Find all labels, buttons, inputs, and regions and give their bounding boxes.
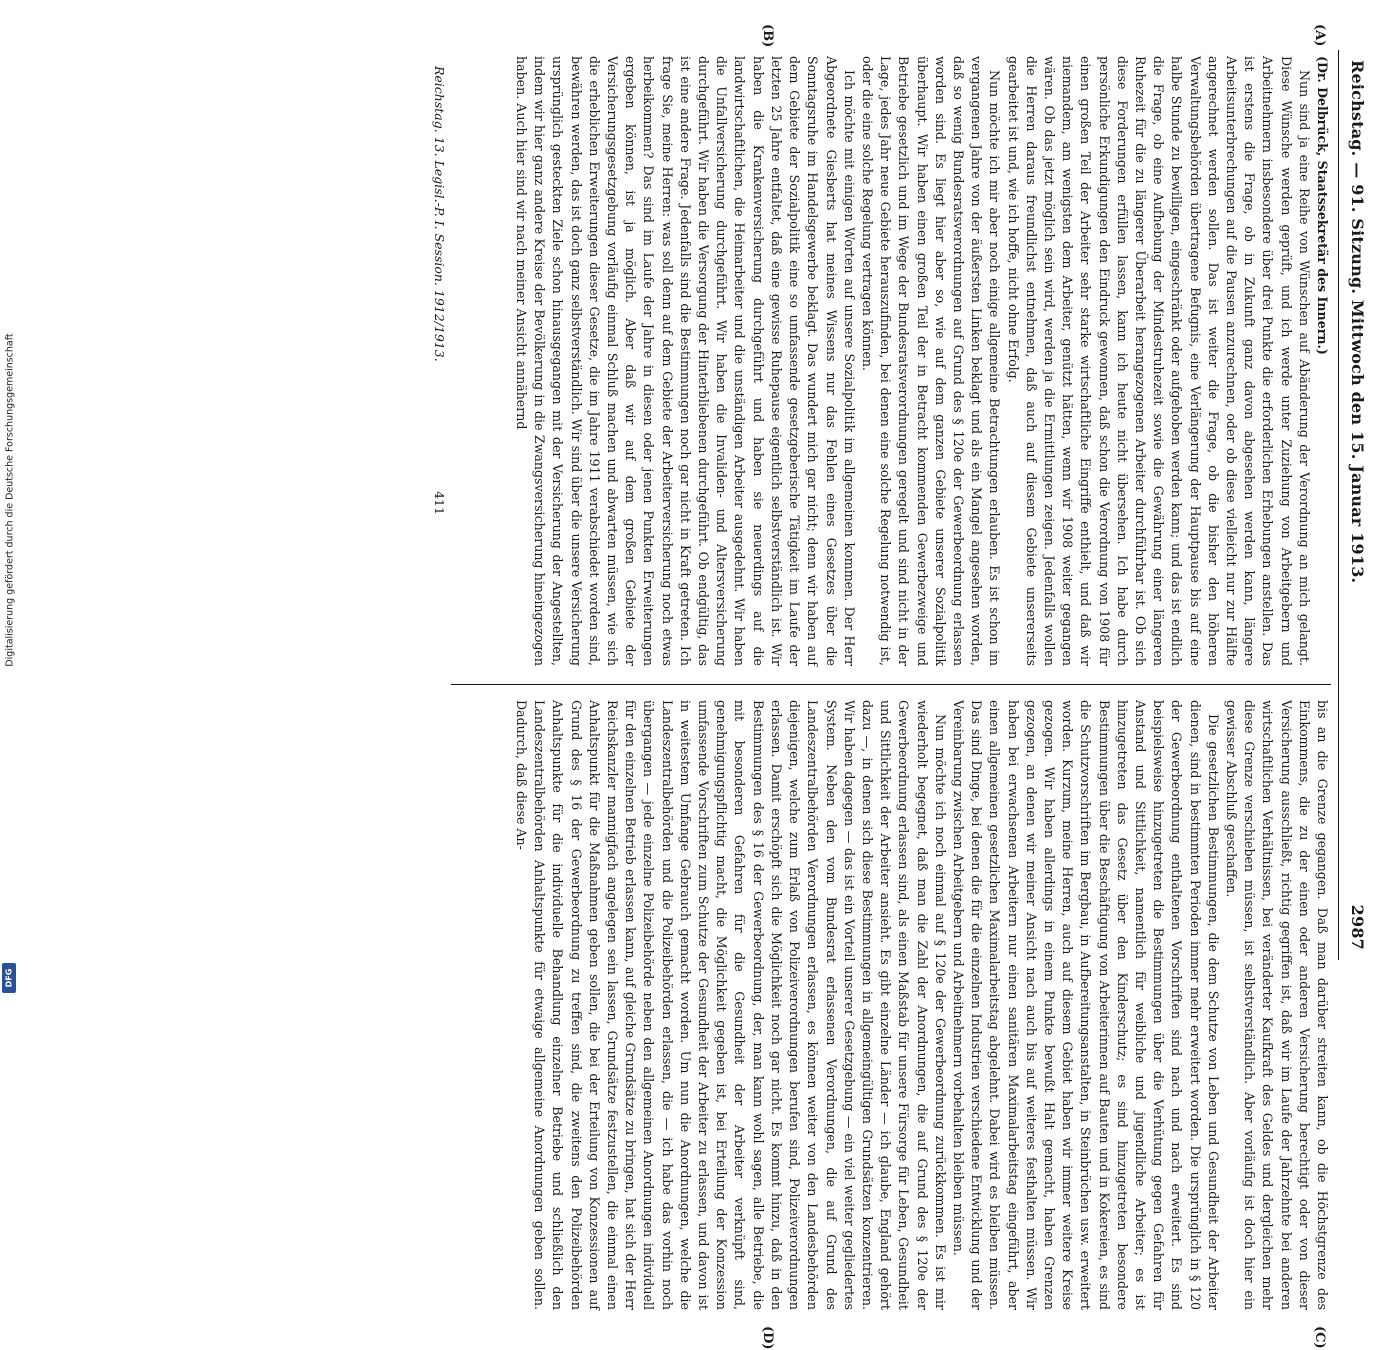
paragraph: Nun möchte ich mir aber noch einige allgemeine Betrachtungen erlauben. Es ist schon im vergangenen Jahre von der äußersten Linken beklagt und als ein Mangel angesehen worden, daß so wenig Bundesratsverordnungen auf Grund des § 120e der Gewerbeordnung erlassen worden sind. Es liegt hier aber so, wie auf dem ganzen Gebiete unserer Sozialpolitik überhaupt. Wir haben einen großen Teil der in Betracht kommenden Gewerbezweige und Betriebe gesetzlich und im Wege der Bundesratsverordnungen geregelt und sind nicht in der Lage, jedes Jahr neue Gebiete herauszufinden, bei denen eine solche Regelung notwendig ist, oder die eine solche Regelung vertragen können. <box>859 56 1003 666</box>
left-column <box>453 56 1331 666</box>
paragraph: Nun möchte ich noch einmal auf § 120e der Gewerbeordnung zurückkommen. Es ist mir wiederholt begegnet, daß man die Zahl der Anordnungen, die auf Grund des § 120e der Gewerbeordnung erlassen sind, als einen Maßstab für unsere Fürsorge für Leben, Gesundheit und Sittlichkeit der Arbeiter ansieht. Es gibt einzelne Länder — ich glaube, England gehört dazu —, in denen sich diese Bestimmungen in allgemeingültigen Grundsätzen konzentrieren. Wir haben dagegen — das ist ein Vorteil unserer Gesetzgebung — ein viel weiter gegliedertes System. Neben den vom Bundesrat erlassenen Verordnungen, die auf Grund des Landeszentralbehörden Verordnungen erlassen, es können weiter von den Landesbehörden diejenigen, welche zum Erlaß von Polizeiverordnungen berufen sind, Polizeiverordnungen erlassen. Damit erschöpft sich die Möglichkeit noch gar nicht. Es kommt hinzu, daß in den Bestimmungen des § 16 der Gewerbeordnung, der, man kann wohl sagen, alle Betriebe, die mit besonderen Gefahren für die Gesundheit der Arbeiter verknüpft sind, genehmigungspflichtig macht, die Möglichkeit gegeben ist, bei Erteilung der Konzession umfassende Vorschriften zum Schutze der Gesundheit der Arbeiter zu erlassen, und davon ist in weitestem Umfange Gebrauch gemacht worden. Um nun die Anordnungen, welche die Landeszentralbehörden und die Polizeibehörden erlassen, die — ich habe das vorhin noch übergangen — jede einzelne Polizeibehörde neben den allgemeinen Anordnungen individuell für den einzelnen Betrieb erlassen kann, auf gleiche Grundsätze zu bringen, hat sich der Herr Reichskanzler mannigfach angelegen sein lassen, Grundsätze festzustellen, die einmal einen Anhaltspunkt für die Maßnahmen geben sollen, die bei der Erteilung von Konzessionen auf Grund des § 16 der Gewerbeordnung zu treffen sind, die zweitens den Polizeibehörden Anhaltspunkte für die individuelle Behandlung einzelner Betriebe und schließlich den Landeszentralbehörden Anhaltspunkte für etwaige allgemeine Anordnungen geben sollen. Dadurch, daß diese An- <box>514 700 948 1310</box>
margin-strip <box>0 0 20 1000</box>
dfg-logo <box>2 963 16 993</box>
page-number: 2987 <box>1348 904 1367 950</box>
paragraph: Ich möchte mit einigen Worten auf unsere Sozialpolitik im allgemeinen kommen. Der Herr Abgeordnete Giesberts hat meines Wissens nur das Fehlen eines Gesetzes über die Sonntagsruhe im Handelsgewerbe beklagt. Das wundert mich gar nicht; denn wir haben auf dem Gebiete der Sozialpolitik eine so umfassende gesetzgeberische Tätigkeit im Laufe der letzten 25 Jahre entfaltet, daß eine gewisse Ruhepause eigentlich selbstverständlich ist. Wir haben die Krankenversicherung durchgeführt und haben sie neuerdings auf die landwirtschaftlichen, die Heimarbeiter und die unständigen Arbeiter ausgedehnt. Wir haben die Unfallversicherung durchgeführt. Wir haben die Invaliden- und Altersversicherung durchgeführt. Wir haben die Versorgung der Hinterbliebenen durchgeführt. Ob endgültig, das ist eine andere Frage. Jedenfalls sind die Bestimmungen noch gar nicht in Kraft getreten. Ich frage Sie, meine Herren: was soll denn auf dem Gebiete der Arbeiterversicherung noch etwas herbeikommen? Das sind im Laufe der Jahre in diesen oder jenen Punkten Erweiterungen ergeben können, ist ja möglich. Aber daß wir auf dem großen Gebiete der Versicherungsgesetzgebung vorläufig einmal Schluß machen und abwarten müssen, wie sich die erheblichen Erweiterungen dieser Gesetze, die im Jahre 1911 verabschiedet worden sind, bewähren werden, das ist doch ganz selbstverständlich. Wir sind über die unsere Versicherung ursprünglich gesteckten Ziele schon hinausgegangen mit der Versicherung der Angestellten, indem wir hier ganz andere Kreise der Bevölkerung in die Zwangsversicherung hineingezogen haben. Auch hier sind wir nach meiner Ansicht annähernd <box>514 56 857 666</box>
running-head <box>1343 60 1367 950</box>
footer-citation: Reichstag. 13. Legisl.-P. I. Session. 1912/1913. <box>432 66 447 362</box>
paragraph: bis an die Grenze gegangen. Daß man darüber streiten kann, ob die Höchstgrenze des Einkommens, die zu der einen oder anderen Versicherung berechtigt oder von dieser Versicherung ausschließt, richtig gegriffen ist, daß wir im Laufe der Jahrzehnte bei anderen wirtschaftlichen Verhältnissen, bei veränderter Kaufkraft des Geldes und dergleichen mehr diese Grenze verschieben müssen, ist selbstverständlich. Aber vorläufig ist doch hier ein gewisser Abschluß geschaffen. <box>1223 700 1330 1310</box>
margin-letter-d: (D) <box>760 1326 775 1350</box>
margin-letter-a: (A) <box>1312 24 1327 47</box>
right-column <box>453 700 1331 1310</box>
column-divider <box>451 684 1331 685</box>
paragraph: Die gesetzlichen Bestimmungen, die dem Schutze von Leben und Gesundheit der Arbeiter dienen, sind in bestimmten Perioden immer mehr erweitert worden. Die ursprünglich in § 120 der Gewerbeordnung enthaltenen Vorschriften sind nach und nach erweitert. Es sind beispielsweise hinzugetreten die Bestimmungen über die Verhütung gegen Gefahren für Anstand und Sittlichkeit, namentlich für weibliche und jugendliche Arbeiter; es ist hinzugetreten das Gesetz über den Kinderschutz; es sind hinzugetreten besondere Bestimmungen über die Beschäftigung von Arbeiterinnen auf Bauten und in Kokereien, es sind die Schutzvorschriften im Bergbau, in Aufbereitungsanstalten, in Steinbrüchen usw. erweitert worden. Kurzum, meine Herren, auch auf diesem Gebiet haben wir immer weitere Kreise gezogen. Wir haben allerdings in einem Punkte bewußt Halt gemacht, haben Grenzen gezogen, an denen wir meiner Ansicht nach auch bis auf weiteres festhalten müssen. Wir haben bei erwachsenen Arbeitern nur einen sanitären Maximalarbeitstag eingeführt, aber einen allgemeinen gesetzlichen Maximalarbeitstag abgelehnt. Dabei wird es bleiben müssen. Das sind Dinge, bei denen die für die einzelnen Industrien verschiedene Entwicklung und der Vereinbarung zwischen Arbeitgebern und Arbeitnehmern vorbehalten bleiben müssen. <box>950 700 1221 1310</box>
scanned-page <box>35 20 1375 1350</box>
sheet-number: 411 <box>432 491 447 515</box>
header-rule <box>1338 50 1339 960</box>
margin-letter-b: (B) <box>760 24 775 48</box>
digitization-note: Digitalisierung gefördert durch die Deutsche Forschungsgemeinschaft <box>4 333 16 667</box>
paragraph: Nun sind ja eine Reihe von Wünschen auf Abänderung der Verordnung an mich gelangt. Diese Wünsche werden geprüft, und ich werde unter Zuziehung von Arbeitgebern und Arbeitnehmern insbesondere über drei Punkte die erforderlichen Erhebungen anstellen. Das ist erstens die Frage, ob in Zukunft ganz davon abgesehen werden kann, längere Arbeitsunterbrechungen auf die Pausen anzurechnen, oder ob diese vielleicht nur zur Hälfte angerechnet werden sollen. Das ist weiter die Frage, ob die bisher den höheren Verwaltungsbehörden übertragene Befugnis, eine Verlängerung der Hauptpause bis auf eine halbe Stunde zu bewilligen, eingeschränkt oder aufgehoben werden kann; und das ist endlich die Frage, ob eine Aufhebung der Mindestruhezeit sowie die Gewährung einer längeren Ruhezeit für die zu längerer Überarbeit herangezogenen Arbeiter durchführbar ist. Ob sich diese Forderungen erfüllen lassen, kann ich heute nicht übersehen. Ich habe durch persönliche Erkundigungen den Eindruck gewonnen, daß schon die Verordnung von 1908 für einen großen Teil der Arbeiter sehr starke wirtschaftliche Eingriffe enthielt, und daß wir niemandem, am wenigsten dem Arbeiter, genützt hätten, wenn wir 1908 weiter gegangen wären. Ob das jetzt möglich sein wird, werden ja die Ermittlungen zeigen. Jedenfalls wollen die Herren daraus freundlichst entnehmen, daß auch auf diesem Gebiete unsererseits gearbeitet ist und, wie ich hoffe, nicht ohne Erfolg. <box>1005 56 1312 666</box>
speaker-line: (Dr. Delbrück, Staatssekretär des Innern.) <box>1315 56 1330 355</box>
margin-letter-c: (C) <box>1312 1326 1327 1349</box>
page-footer <box>425 66 447 940</box>
running-title: Reichstag. — 91. Sitzung. Mittwoch den 15. Januar 1913. <box>1348 60 1367 584</box>
dfg-logo-text: DFG <box>4 968 14 988</box>
